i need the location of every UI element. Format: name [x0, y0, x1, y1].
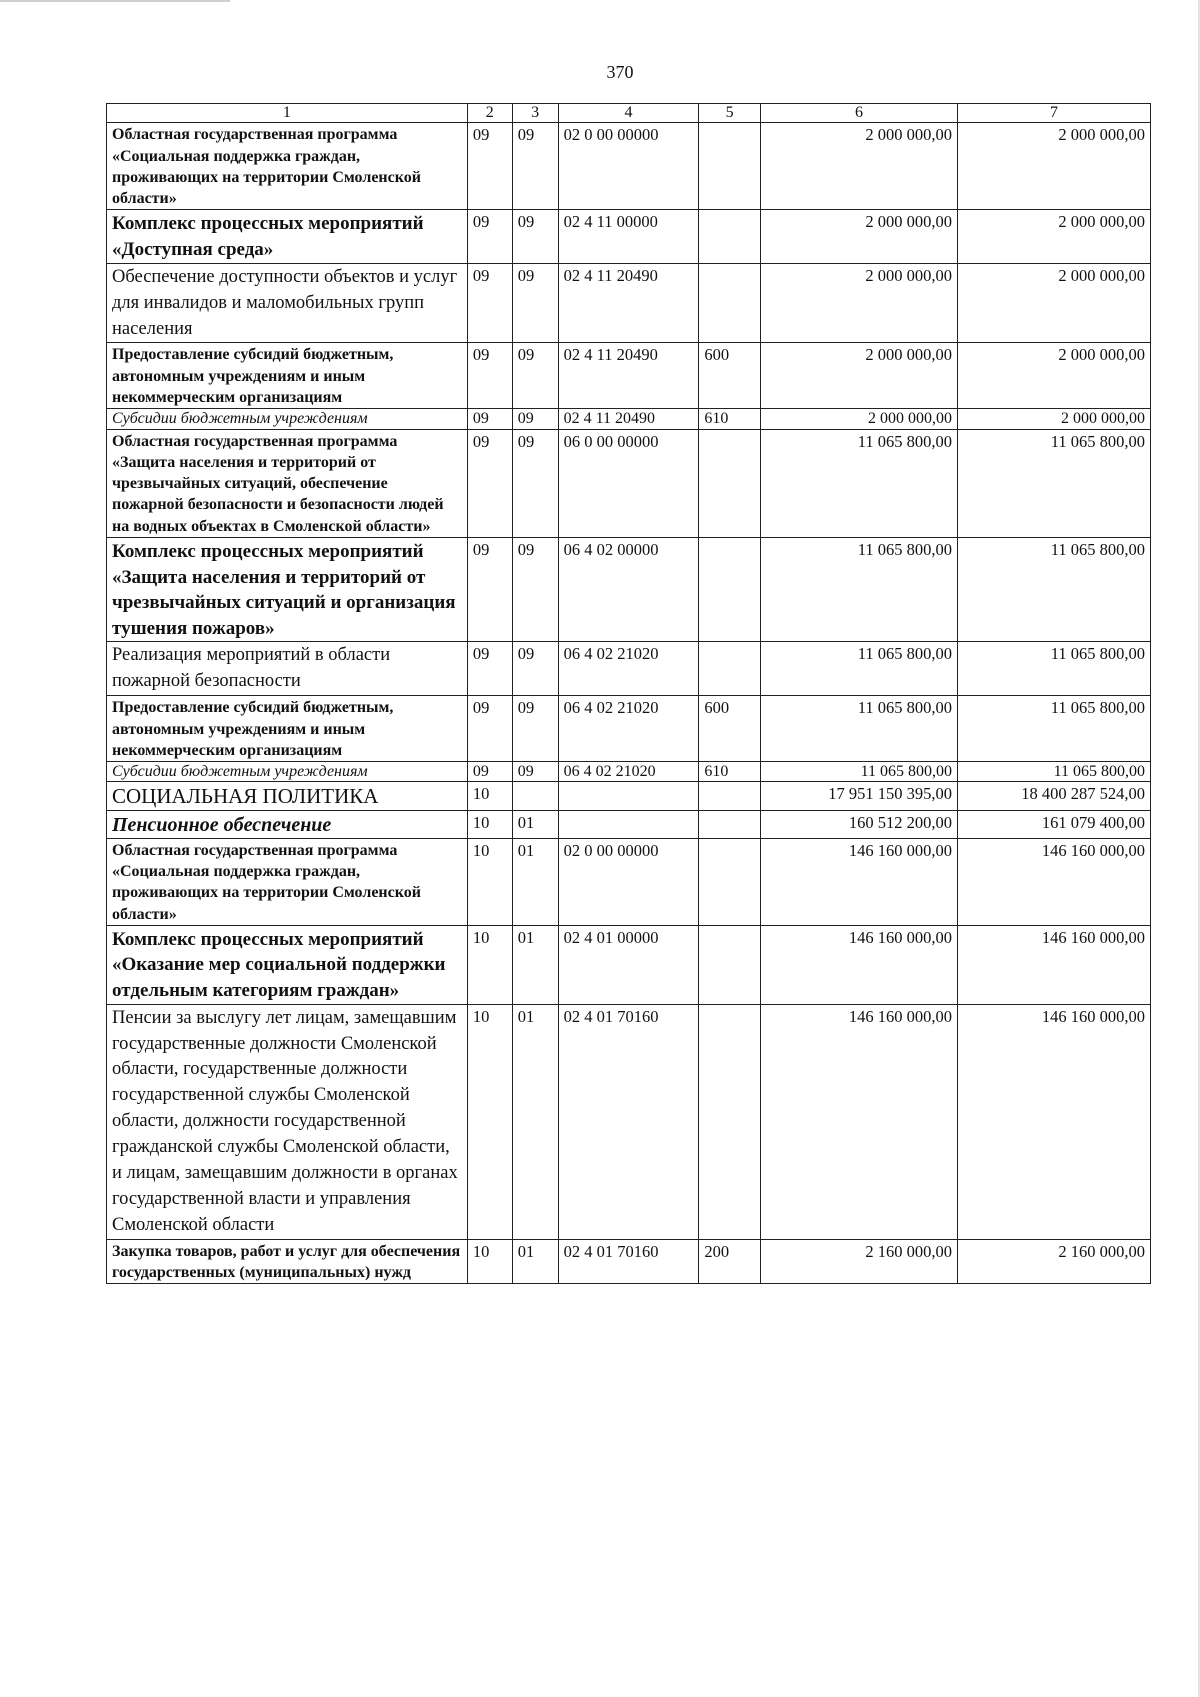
expense-type-cell: 200: [699, 1239, 761, 1284]
target-article-cell: 02 4 11 20490: [558, 409, 699, 429]
subsection-code-cell: 09: [512, 696, 558, 762]
subsection-code-cell: 01: [512, 838, 558, 925]
expense-type-cell: [699, 1004, 761, 1239]
expense-type-cell: 600: [699, 696, 761, 762]
target-article-cell: 02 4 01 00000: [558, 925, 699, 1004]
subsection-code-cell: 09: [512, 762, 558, 782]
target-article-cell: 02 4 11 20490: [558, 343, 699, 409]
table-row: [107, 810, 1151, 838]
amount-year-1-cell: 146 160 000,00: [760, 1004, 957, 1239]
amount-year-1-cell: 11 065 800,00: [760, 537, 957, 642]
section-code-cell: 10: [467, 838, 512, 925]
item-name-cell: Обеспечение доступности объектов и услуг для инвалидов и маломобильных групп населения: [107, 263, 468, 343]
section-code-cell: 09: [467, 343, 512, 409]
amount-year-2-cell: 2 000 000,00: [958, 123, 1151, 210]
target-article-cell: 06 4 02 21020: [558, 696, 699, 762]
table-header-row: [107, 104, 1151, 123]
expense-type-cell: [699, 838, 761, 925]
expense-type-cell: 610: [699, 409, 761, 429]
column-header: 1: [107, 104, 468, 123]
scan-artifact-line: [0, 0, 230, 2]
target-article-cell: 06 4 02 21020: [558, 642, 699, 696]
page-number: 370: [606, 62, 634, 82]
section-code-cell: 10: [467, 810, 512, 838]
amount-year-1-cell: 146 160 000,00: [760, 925, 957, 1004]
column-header: 2: [467, 104, 512, 123]
amount-year-1-cell: 2 000 000,00: [760, 343, 957, 409]
item-name-cell: Предоставление субсидий бюджетным, автономным учреждениям и иным некоммерческим организациям: [107, 343, 468, 409]
amount-year-1-cell: 2 000 000,00: [760, 263, 957, 343]
target-article-cell: 02 4 01 70160: [558, 1239, 699, 1284]
target-article-cell: 02 4 01 70160: [558, 1004, 699, 1239]
expense-type-cell: [699, 782, 761, 810]
amount-year-1-cell: 2 000 000,00: [760, 409, 957, 429]
amount-year-2-cell: 146 160 000,00: [958, 1004, 1151, 1239]
target-article-cell: [558, 810, 699, 838]
item-name-cell: Пенсии за выслугу лет лицам, замещавшим государственные должности Смоленской области, государственные должности государственной службы Смоленской области, должности государственной гражданской службы Смоленской области, и лицам, замещавшим должности в органах государственной власти и управления Смоленской области: [107, 1004, 468, 1239]
section-code-cell: 09: [467, 429, 512, 537]
item-name-cell: Субсидии бюджетным учреждениям: [107, 762, 468, 782]
table-body: [107, 104, 1151, 1284]
expense-type-cell: [699, 123, 761, 210]
table-row: [107, 925, 1151, 1004]
subsection-code-cell: 01: [512, 1004, 558, 1239]
item-name-cell: Комплекс процессных мероприятий «Доступная среда»: [107, 210, 468, 263]
amount-year-2-cell: 11 065 800,00: [958, 642, 1151, 696]
expense-type-cell: [699, 642, 761, 696]
subsection-code-cell: 09: [512, 409, 558, 429]
expense-type-cell: [699, 925, 761, 1004]
table-row: [107, 696, 1151, 762]
target-article-cell: 02 4 11 20490: [558, 263, 699, 343]
table-row: [107, 1239, 1151, 1284]
table-row: [107, 123, 1151, 210]
subsection-code-cell: 09: [512, 537, 558, 642]
section-code-cell: 09: [467, 210, 512, 263]
section-code-cell: 09: [467, 409, 512, 429]
section-code-cell: 10: [467, 1239, 512, 1284]
section-code-cell: 09: [467, 762, 512, 782]
column-header: 4: [558, 104, 699, 123]
target-article-cell: 06 0 00 00000: [558, 429, 699, 537]
subsection-code-cell: 09: [512, 263, 558, 343]
amount-year-1-cell: 11 065 800,00: [760, 762, 957, 782]
expense-type-cell: [699, 210, 761, 263]
amount-year-2-cell: 2 000 000,00: [958, 409, 1151, 429]
expense-type-cell: [699, 263, 761, 343]
amount-year-1-cell: 2 000 000,00: [760, 123, 957, 210]
item-name-cell: Пенсионное обеспечение: [107, 810, 468, 838]
item-name-cell: Субсидии бюджетным учреждениям: [107, 409, 468, 429]
table-row: [107, 429, 1151, 537]
amount-year-2-cell: 11 065 800,00: [958, 537, 1151, 642]
amount-year-2-cell: 146 160 000,00: [958, 838, 1151, 925]
item-name-cell: Областная государственная программа «Социальная поддержка граждан, проживающих на территории Смоленской области»: [107, 838, 468, 925]
item-name-cell: СОЦИАЛЬНАЯ ПОЛИТИКА: [107, 782, 468, 810]
section-code-cell: 10: [467, 1004, 512, 1239]
budget-table: [106, 103, 1151, 1284]
subsection-code-cell: 01: [512, 1239, 558, 1284]
target-article-cell: 06 4 02 00000: [558, 537, 699, 642]
subsection-code-cell: 09: [512, 343, 558, 409]
amount-year-1-cell: 2 160 000,00: [760, 1239, 957, 1284]
column-header: 7: [958, 104, 1151, 123]
subsection-code-cell: 09: [512, 429, 558, 537]
amount-year-2-cell: 11 065 800,00: [958, 429, 1151, 537]
amount-year-1-cell: 11 065 800,00: [760, 429, 957, 537]
amount-year-2-cell: 11 065 800,00: [958, 762, 1151, 782]
table-row: [107, 537, 1151, 642]
expense-type-cell: 610: [699, 762, 761, 782]
item-name-cell: Комплекс процессных мероприятий «Защита населения и территорий от чрезвычайных ситуаций и организация тушения пожаров»: [107, 537, 468, 642]
amount-year-2-cell: 146 160 000,00: [958, 925, 1151, 1004]
subsection-code-cell: 01: [512, 810, 558, 838]
table-row: [107, 343, 1151, 409]
amount-year-2-cell: 2 160 000,00: [958, 1239, 1151, 1284]
section-code-cell: 09: [467, 537, 512, 642]
target-article-cell: 06 4 02 21020: [558, 762, 699, 782]
section-code-cell: 09: [467, 642, 512, 696]
column-header: 6: [760, 104, 957, 123]
item-name-cell: Комплекс процессных мероприятий «Оказание мер социальной поддержки отдельным категориям граждан»: [107, 925, 468, 1004]
amount-year-2-cell: 18 400 287 524,00: [958, 782, 1151, 810]
amount-year-1-cell: 160 512 200,00: [760, 810, 957, 838]
column-header: 5: [699, 104, 761, 123]
amount-year-2-cell: 2 000 000,00: [958, 263, 1151, 343]
expense-type-cell: [699, 429, 761, 537]
table-row: [107, 762, 1151, 782]
item-name-cell: Реализация мероприятий в области пожарной безопасности: [107, 642, 468, 696]
section-code-cell: 10: [467, 925, 512, 1004]
column-header: 3: [512, 104, 558, 123]
target-article-cell: 02 0 00 00000: [558, 123, 699, 210]
expense-type-cell: 600: [699, 343, 761, 409]
amount-year-1-cell: 17 951 150 395,00: [760, 782, 957, 810]
table-row: [107, 642, 1151, 696]
item-name-cell: Закупка товаров, работ и услуг для обеспечения государственных (муниципальных) нужд: [107, 1239, 468, 1284]
amount-year-2-cell: 2 000 000,00: [958, 343, 1151, 409]
target-article-cell: 02 4 11 00000: [558, 210, 699, 263]
expense-type-cell: [699, 810, 761, 838]
subsection-code-cell: [512, 782, 558, 810]
target-article-cell: [558, 782, 699, 810]
subsection-code-cell: 01: [512, 925, 558, 1004]
subsection-code-cell: 09: [512, 210, 558, 263]
section-code-cell: 09: [467, 696, 512, 762]
table-row: [107, 838, 1151, 925]
amount-year-1-cell: 11 065 800,00: [760, 642, 957, 696]
table-row: [107, 1004, 1151, 1239]
expense-type-cell: [699, 537, 761, 642]
amount-year-2-cell: 161 079 400,00: [958, 810, 1151, 838]
table-row: [107, 263, 1151, 343]
section-code-cell: 10: [467, 782, 512, 810]
item-name-cell: Областная государственная программа «Социальная поддержка граждан, проживающих на территории Смоленской области»: [107, 123, 468, 210]
amount-year-1-cell: 146 160 000,00: [760, 838, 957, 925]
subsection-code-cell: 09: [512, 642, 558, 696]
amount-year-1-cell: 2 000 000,00: [760, 210, 957, 263]
section-code-cell: 09: [467, 263, 512, 343]
table-row: [107, 409, 1151, 429]
amount-year-2-cell: 2 000 000,00: [958, 210, 1151, 263]
target-article-cell: 02 0 00 00000: [558, 838, 699, 925]
section-code-cell: 09: [467, 123, 512, 210]
subsection-code-cell: 09: [512, 123, 558, 210]
item-name-cell: Областная государственная программа «Защита населения и территорий от чрезвычайных ситуаций, обеспечение пожарной безопасности и безопасности людей на водных объектах в Смоленской области»: [107, 429, 468, 537]
amount-year-1-cell: 11 065 800,00: [760, 696, 957, 762]
amount-year-2-cell: 11 065 800,00: [958, 696, 1151, 762]
table-row: [107, 210, 1151, 263]
item-name-cell: Предоставление субсидий бюджетным, автономным учреждениям и иным некоммерческим организациям: [107, 696, 468, 762]
table-row: [107, 782, 1151, 810]
